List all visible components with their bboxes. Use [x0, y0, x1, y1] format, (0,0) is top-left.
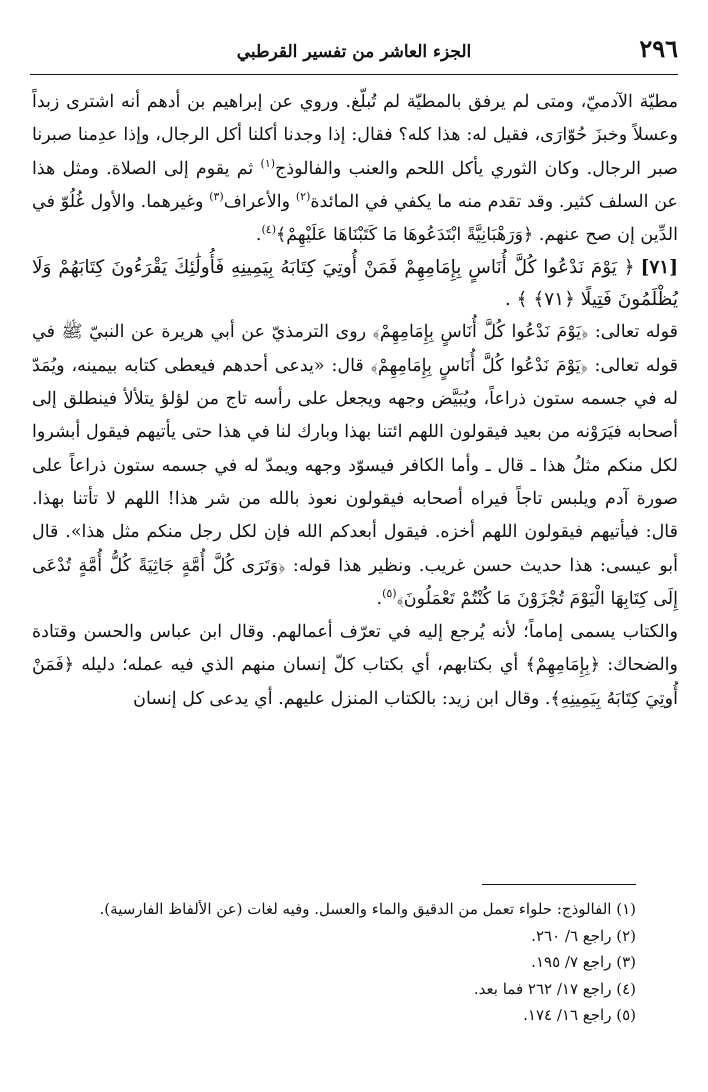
paragraph-1-middle: ثم يقوم إلى الصلاة. ومثل هذا عن السلف كثير. وقد تقدم منه ما يكفي في المائدة: [32, 158, 678, 212]
footnotes: [40, 896, 636, 1029]
footnote-ref-2: (٢): [295, 190, 311, 204]
page-number: ٢٩٦: [639, 34, 678, 63]
paragraph-2: [32, 316, 678, 616]
footnote-2: (٢) راجع ٦/ ٢٦٠.: [531, 926, 636, 945]
footnote-ref-3: (٣): [209, 190, 224, 204]
footnote-5: (٥) راجع ١٦/ ١٧٤.: [523, 1006, 636, 1024]
paragraph-3: [32, 616, 678, 716]
footnote-ref-5: (٥): [382, 587, 397, 601]
page-body: [32, 86, 678, 716]
footnote-ref-1: (١): [260, 156, 276, 170]
verse-block: [32, 252, 678, 316]
footnote-1: (١) الفالوذج: حلواء تعمل من الدقيق والماء والعسل. وفيه لغات (عن الألفاظ الفارسية).: [99, 900, 636, 918]
paragraph-2-text: قوله تعالى: ﴿يَوْمَ نَدْعُوا كُلَّ أُنَاسٍ بِإِمَامِهِمْ﴾ روى الترمذيّ عن أبي هريرة عن النبيّ ﷺ في قوله تعالى: ﴿يَوْمَ نَدْعُوا كُلَّ أُنَاسٍ بِإِمَامِهِمْ﴾ قال: «يدعى أحدهم فيعطى كتابه بيمينه، ويُمَدّ له في جسمه ستون ذراعاً، ويُبَيَّض وجهه ويجعل على رأسه تاج من لؤلؤ يتلألأ فينطلق إلى أصحابه فيَرَوْنه من بعيد فيقولون اللهم ائتنا بهذا وبارك لنا في هذا حتى يأتيهم فيقول أبشروا لكل منكم مثلُ هذا ـ قال ـ وأما الكافر فيسوّد وجهه ويمدّ له في جسمه ستون ذراعاً على صورة آدم ويلبس تاجاً فيراه أصحابه فيقولون نعوذ بالله من شر هذا! اللهم لا تأتنا بهذا. قال: فيأتيهم فيقولون اللهم أخزه. فيقول أبعدكم الله فإن لكل رجل منكم مثل هذا». قال أبو عيسى: هذا حديث حسن غريب. ونظير هذا قوله: ﴿وَتَرَى كُلَّ أُمَّةٍ جَاثِيَةً كُلُّ أُمَّةٍ تُدْعَى إِلَى كِتَابِهَا الْيَوْمَ تُجْزَوْنَ مَا كُنْتُمْ تَعْمَلُونَ﴾: [32, 322, 678, 609]
verse-text: ﴿ يَوْمَ نَدْعُوا كُلَّ أُنَاسٍ بِإِمَامِهِمْ فَمَنْ أُوتِيَ كِتَابَهُ بِيَمِينِهِ فَأُولَٰئِكَ يَقْرَءُونَ كِتَابَهُمْ وَلَا يُظْلَمُونَ فَتِيلًا ﴿٧١﴾ ﴾ .: [32, 257, 678, 311]
paragraph-1: [32, 86, 678, 252]
paragraph-1-end: وغيرهما. والأول غُلُوّ في الدِّين إن صح عنهم. ﴿وَرَهْبَانِيَّةً ابْتَدَعُوهَا مَا كَتَبْنَاهَا عَلَيْهِمْ﴾: [32, 191, 678, 246]
running-title: الجزء العاشر من تفسير القرطبي: [236, 42, 472, 62]
footnote-4: (٤) راجع ١٧/ ٢٦٢ فما بعد.: [473, 979, 636, 998]
footnote-ref-4: (٤): [261, 223, 277, 237]
paragraph-3-text: والكتاب يسمى إماماً؛ لأنه يُرجع إليه في تعرّف أعمالهم. وقال ابن عباس والحسن وقتادة والضحاك: ﴿بِإِمَامِهِمْ﴾ أي بكتابهم، أي بكتاب كلّ إنسان منهم الذي فيه عمله؛ دليله ﴿فَمَنْ أُوتِيَ كِتَابَهُ بِيَمِينِهِ﴾. وقال ابن زيد: بالكتاب المنزل عليهم. أي يدعى كل إنسان: [32, 622, 678, 709]
page-header: [30, 30, 678, 75]
verse-number: [٧١]: [640, 257, 678, 279]
paragraph-1-text: مطيّة الآدميّ، ومتى لم يرفق بالمطيّة لم تُبلّغ. وروي عن إبراهيم بن أدهم أنه اشترى زبداً وعسلاً وخبزَ حُوّارَى، فقيل له: هذا كله؟ فقال: إذا وجدنا أكلنا أكل الرجال، وإذا عدِمنا صبرنا صبر الرجال. وكان الثوري يأكل اللحم والعنب والفالوذج: [32, 92, 678, 179]
footnote-3: (٣) راجع ٧/ ١٩٥.: [531, 953, 636, 971]
paragraph-2-tail: .: [376, 588, 383, 609]
paragraph-1-middle-2: والأعراف: [223, 191, 296, 212]
paragraph-1-tail: .: [255, 225, 262, 246]
footnote-divider: [482, 884, 636, 885]
